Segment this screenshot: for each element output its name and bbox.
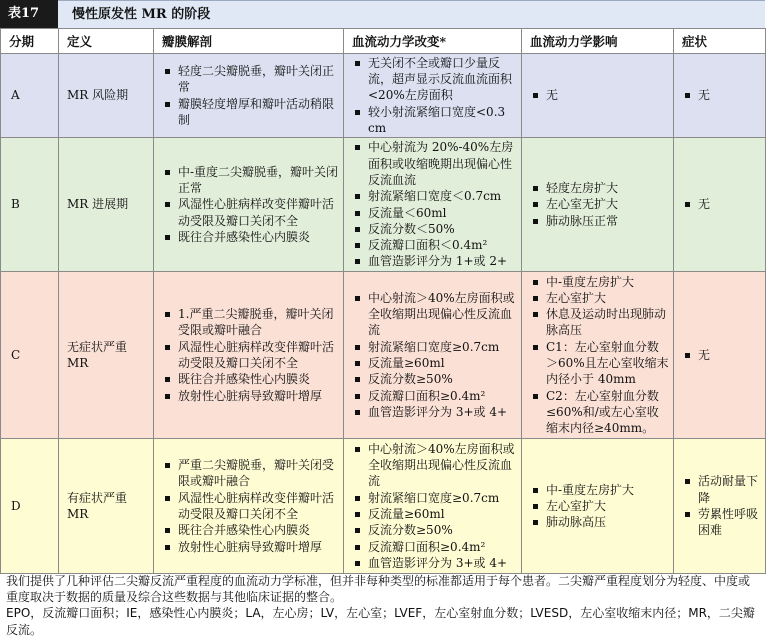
hemodynamic-consequences-list bbox=[530, 274, 669, 437]
header-hemodynamics: 血流动力学改变* bbox=[344, 29, 522, 54]
list-item: 反流瓣口面积＜0.4m² bbox=[352, 237, 517, 253]
list-item: C2：左心室射血分数≤60%和/或左心室收缩末内径≥40mm。 bbox=[530, 388, 669, 437]
hemodynamics-cell bbox=[344, 439, 522, 574]
mr-stages-table bbox=[0, 28, 766, 574]
list-item: 无关闭不全或瓣口少量反流，超声显示反流血流面积<20%左房面积 bbox=[352, 55, 517, 104]
symptoms-list bbox=[682, 87, 761, 103]
symptoms-cell bbox=[674, 54, 766, 138]
table-title-bar bbox=[0, 0, 765, 28]
definition-cell: MR 进展期 bbox=[59, 138, 154, 272]
list-item: 无 bbox=[682, 196, 761, 212]
list-item: 轻度二尖瓣脱垂，瓣叶关闭正常 bbox=[162, 63, 339, 96]
symptoms-list bbox=[682, 347, 761, 363]
footnote-abbreviations: EPO，反流瓣口面积；IE，感染性心内膜炎；LA，左心房；LV，左心室；LVEF，左心室射血分数；LVESD，左心室收缩末内径；MR，二尖瓣反流。 bbox=[6, 606, 755, 637]
hemodynamics-list bbox=[352, 139, 517, 269]
header-valve-anatomy: 瓣膜解剖 bbox=[154, 29, 344, 54]
list-item: 左心室扩大 bbox=[530, 498, 669, 514]
stage-cell: C bbox=[1, 272, 59, 439]
list-item: 反流瓣口面积≥0.4m² bbox=[352, 388, 517, 404]
hemodynamic-consequences-cell bbox=[522, 272, 674, 439]
hemodynamic-consequences-cell bbox=[522, 54, 674, 138]
list-item: 射流紧缩口宽度＜0.7cm bbox=[352, 188, 517, 204]
list-item: 反流量≥60ml bbox=[352, 506, 517, 522]
table-number: 表17 bbox=[0, 0, 58, 28]
header-row bbox=[1, 29, 766, 54]
list-item: 既往合并感染性心内膜炎 bbox=[162, 522, 339, 538]
symptoms-list bbox=[682, 473, 761, 538]
list-item: 劳累性呼吸困难 bbox=[682, 506, 761, 539]
list-item: 风湿性心脏病样改变伴瓣叶活动受限及瓣口关闭不全 bbox=[162, 490, 339, 523]
valve-anatomy-cell bbox=[154, 272, 344, 439]
list-item: 既往合并感染性心内膜炎 bbox=[162, 371, 339, 387]
symptoms-list bbox=[682, 196, 761, 212]
list-item: 较小射流紧缩口宽度<0.3 cm bbox=[352, 104, 517, 137]
list-item: 反流量＜60ml bbox=[352, 205, 517, 221]
list-item: 左心室无扩大 bbox=[530, 196, 669, 212]
list-item: 反流分数≥50% bbox=[352, 371, 517, 387]
stage-cell: B bbox=[1, 138, 59, 272]
valve-anatomy-list bbox=[162, 164, 339, 245]
valve-anatomy-cell bbox=[154, 54, 344, 138]
list-item: 血管造影评分为 1+或 2+ bbox=[352, 253, 517, 269]
hemodynamics-list bbox=[352, 441, 517, 571]
valve-anatomy-cell bbox=[154, 439, 344, 574]
list-item: 血管造影评分为 3+或 4+ bbox=[352, 404, 517, 420]
list-item: 无 bbox=[682, 347, 761, 363]
table-row bbox=[1, 54, 766, 138]
list-item: 放射性心脏病导致瓣叶增厚 bbox=[162, 388, 339, 404]
list-item: 反流量≥60ml bbox=[352, 355, 517, 371]
list-item: 中心射流＞40%左房面积或全收缩期出现偏心性反流血流 bbox=[352, 290, 517, 339]
hemodynamics-list bbox=[352, 290, 517, 420]
hemodynamic-consequences-list bbox=[530, 180, 669, 229]
list-item: 反流分数＜50% bbox=[352, 221, 517, 237]
valve-anatomy-cell bbox=[154, 138, 344, 272]
stage-cell: D bbox=[1, 439, 59, 574]
hemodynamic-consequences-list bbox=[530, 87, 669, 103]
list-item: 既往合并感染性心内膜炎 bbox=[162, 229, 339, 245]
hemodynamic-consequences-cell bbox=[522, 439, 674, 574]
list-item: 风湿性心脏病样改变伴瓣叶活动受限及瓣口关闭不全 bbox=[162, 339, 339, 372]
stage-cell: A bbox=[1, 54, 59, 138]
table-row bbox=[1, 272, 766, 439]
list-item: 中-重度二尖瓣脱垂，瓣叶关闭正常 bbox=[162, 164, 339, 197]
definition-cell: 无症状严重 MR bbox=[59, 272, 154, 439]
list-item: 无 bbox=[530, 87, 669, 103]
definition-cell: 有症状严重 MR bbox=[59, 439, 154, 574]
hemodynamics-list bbox=[352, 55, 517, 136]
symptoms-cell bbox=[674, 272, 766, 439]
hemodynamic-consequences-cell bbox=[522, 138, 674, 272]
list-item: 风湿性心脏病样改变伴瓣叶活动受限及瓣口关闭不全 bbox=[162, 196, 339, 229]
list-item: 肺动脉压正常 bbox=[530, 213, 669, 229]
list-item: 反流分数≥50% bbox=[352, 522, 517, 538]
list-item: 中心射流＞40%左房面积或全收缩期出现偏心性反流血流 bbox=[352, 441, 517, 490]
table-row bbox=[1, 439, 766, 574]
table-title: 慢性原发性 MR 的阶段 bbox=[58, 0, 765, 28]
list-item: 活动耐量下降 bbox=[682, 473, 761, 506]
list-item: 反流瓣口面积≥0.4m² bbox=[352, 539, 517, 555]
table-row bbox=[1, 138, 766, 272]
footnote-criteria: 我们提供了几种评估二尖瓣反流严重程度的血流动力学标准，但并非每种类型的标准都适用于每个患者。二尖瓣严重程度划分为轻度、中度或重度取决于数据的质量及综合这些数据与其他临床证据的整合。 bbox=[6, 574, 751, 605]
list-item: 中-重度左房扩大 bbox=[530, 274, 669, 290]
list-item: 肺动脉高压 bbox=[530, 514, 669, 530]
table-footnote bbox=[6, 573, 761, 638]
hemodynamics-cell bbox=[344, 272, 522, 439]
symptoms-cell bbox=[674, 138, 766, 272]
hemodynamic-consequences-list bbox=[530, 482, 669, 531]
list-item: 中心射流为 20%-40%左房面积或收缩晚期出现偏心性反流血流 bbox=[352, 139, 517, 188]
list-item: 放射性心脏病导致瓣叶增厚 bbox=[162, 539, 339, 555]
header-definition: 定义 bbox=[59, 29, 154, 54]
list-item: 1.严重二尖瓣脱垂，瓣叶关闭受限或瓣叶融合 bbox=[162, 306, 339, 339]
valve-anatomy-list bbox=[162, 457, 339, 555]
list-item: 休息及运动时出现肺动脉高压 bbox=[530, 306, 669, 339]
list-item: 瓣膜轻度增厚和瓣叶活动稍限制 bbox=[162, 96, 339, 129]
list-item: 血管造影评分为 3+或 4+ bbox=[352, 555, 517, 571]
header-hemodynamic-consequences: 血流动力学影响 bbox=[522, 29, 674, 54]
list-item: 射流紧缩口宽度≥0.7cm bbox=[352, 339, 517, 355]
list-item: 无 bbox=[682, 87, 761, 103]
hemodynamics-cell bbox=[344, 54, 522, 138]
list-item: 轻度左房扩大 bbox=[530, 180, 669, 196]
list-item: 射流紧缩口宽度≥0.7cm bbox=[352, 490, 517, 506]
list-item: C1：左心室射血分数＞60%且左心室收缩末内径小于 40mm bbox=[530, 339, 669, 388]
valve-anatomy-list bbox=[162, 63, 339, 128]
symptoms-cell bbox=[674, 439, 766, 574]
definition-cell: MR 风险期 bbox=[59, 54, 154, 138]
list-item: 严重二尖瓣脱垂，瓣叶关闭受限或瓣叶融合 bbox=[162, 457, 339, 490]
valve-anatomy-list bbox=[162, 306, 339, 404]
header-symptoms: 症状 bbox=[674, 29, 766, 54]
header-stage: 分期 bbox=[1, 29, 59, 54]
list-item: 左心室扩大 bbox=[530, 290, 669, 306]
hemodynamics-cell bbox=[344, 138, 522, 272]
list-item: 中-重度左房扩大 bbox=[530, 482, 669, 498]
